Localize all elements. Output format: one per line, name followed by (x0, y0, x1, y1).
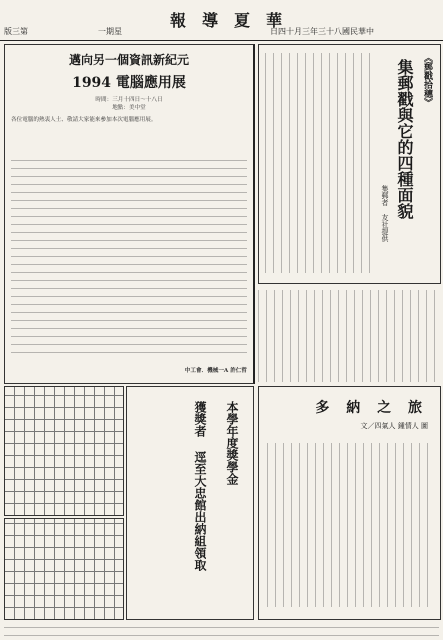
feature-body-lines (267, 443, 431, 607)
series-label: 《郵戳拾穗》 (422, 53, 432, 107)
exam-grid-top (4, 386, 124, 516)
article-body-lines (11, 157, 247, 353)
newspaper-title: 報導夏華 (170, 11, 299, 30)
right-author: 集郵者 友社提供 (381, 185, 389, 242)
article-headline: 邁向另一個資訊新紀元 (68, 53, 189, 67)
page-label: 版三第 (4, 27, 28, 36)
right-headline: 集郵戳與它的四種面貌 (395, 59, 414, 219)
bottom-right-feature (258, 386, 441, 620)
left-top-article (4, 44, 255, 384)
date-line: 日四十月三年三十八國民華中 (270, 27, 374, 36)
feature-title: 多 納 之 旅 (315, 400, 428, 416)
article-time: 時間：三月十四日～十八日 (95, 97, 163, 103)
footer-text-lines (4, 622, 439, 636)
article-place: 地點：美中堂 (112, 105, 146, 112)
exam-grid-bottom (4, 518, 124, 620)
masthead (0, 0, 443, 41)
article-byline: 中工會．機械一A 許仁哲 (184, 367, 247, 374)
article-excerpt: 各位電腦的熱衷人士、敬請大家能來參加本次電腦應用展。 (11, 117, 157, 124)
right-top-article (258, 44, 441, 284)
feature-byline: 文／四氣人 鍾情人 圖 (360, 422, 428, 430)
award-notice (126, 386, 254, 620)
issue-label: 一期星 (98, 27, 122, 36)
right-middle-body (258, 290, 439, 382)
award-line-2: 獲獎者 逕至大忠館出納組領取 (193, 401, 207, 571)
right-body-lines (265, 53, 375, 273)
article-subheadline: 1994 電腦應用展 (72, 75, 186, 91)
award-line-1: 本學年度獎學金 (225, 401, 239, 485)
